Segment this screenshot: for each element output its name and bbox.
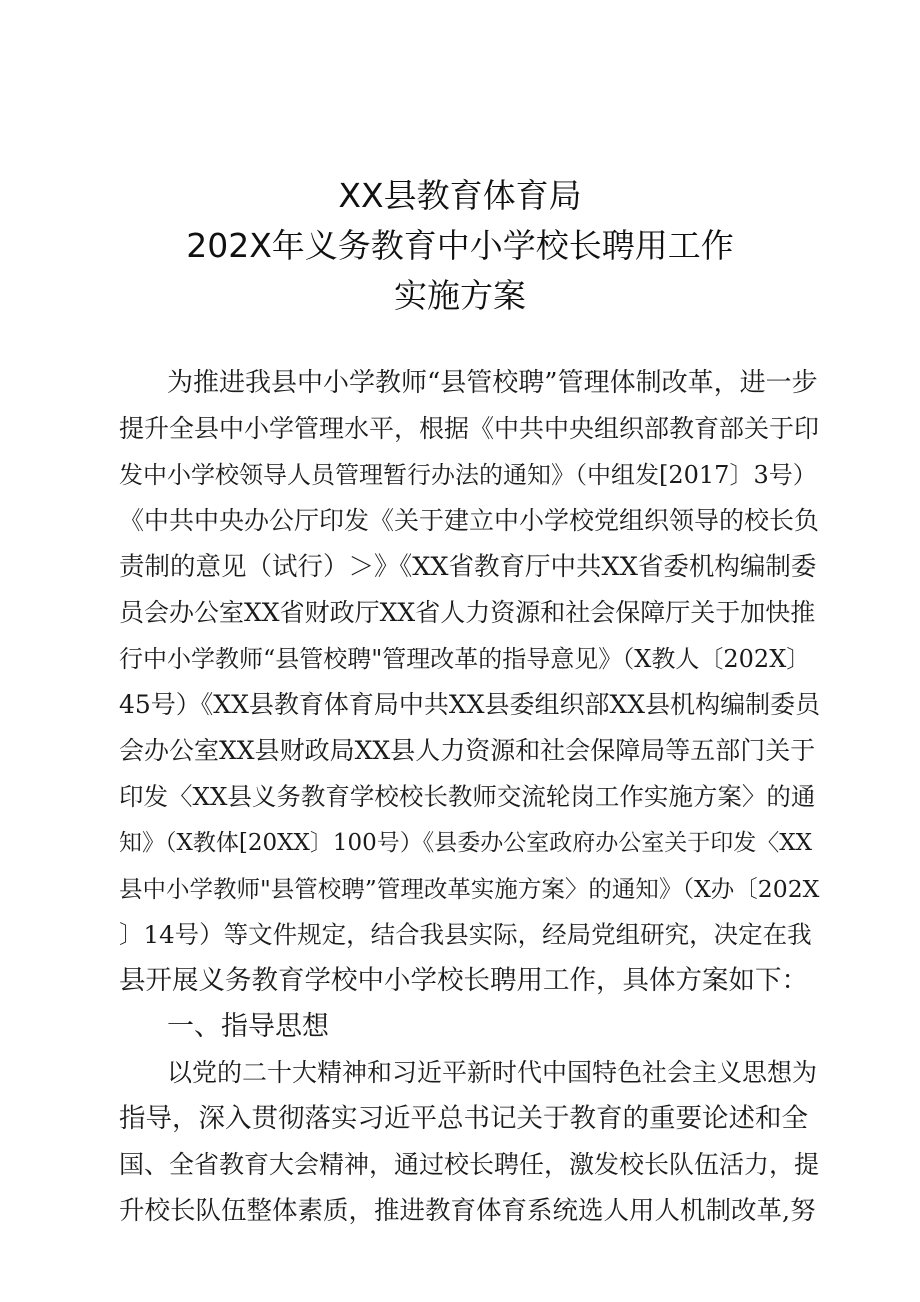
body-line: 印发〈XX县义务教育学校校长教师交流轮岗工作实施方案〉的通 — [119, 782, 816, 811]
body-line: 升校长队伍整体素质，推进教育体育系统选人用人机制改革,努 — [119, 1196, 816, 1226]
body-line: 会办公室XX县财政局XX县人力资源和社会保障局等五部门关于 — [119, 736, 816, 765]
body-line: 行中小学教师“县管校聘"管理改革的指导意见》（X教人〔202X〕 — [119, 645, 811, 673]
body-line: 知》（X教体[20XX〕100号）《县委办公室政府办公室关于印发〈XX — [119, 830, 813, 856]
body-line: 员会办公室XX省财政厅XX省人力资源和社会保障厅关于加快推 — [119, 598, 816, 627]
document-title-line-2: 202X年义务教育中小学校长聘用工作 — [186, 226, 734, 265]
body-line: 为推进我县中小学教师“县管校聘”管理体制改革，进一步 — [167, 368, 818, 398]
body-line: 提升全县中小学管理水平，根据《中共中央组织部教育部关于印 — [119, 414, 820, 443]
body-line: 发中小学校领导人员管理暂行办法的通知》（中组发[2017〕3号） — [119, 461, 817, 489]
body-line: 《中共中央办公厅印发《关于建立中小学校党组织领导的校长负 — [119, 506, 820, 535]
body-line: 45号）《XX县教育体育局中共XX县委组织部XX县机构编制委员 — [119, 690, 821, 719]
body-line: 责制的意见（试行）＞》《XX省教育厅中共XX省委机构编制委 — [119, 552, 817, 582]
document-title-line-3: 实施方案 — [394, 276, 526, 315]
section-heading: 一、指导思想 — [167, 1011, 329, 1042]
body-line: 国、全省教育大会精神，通过校长聘任，激发校长队伍活力，提 — [119, 1150, 820, 1179]
body-line: 指导，深入贯彻落实习近平总书记关于教育的重要论述和全 — [119, 1103, 808, 1134]
body-line: 以党的二十大精神和习近平新时代中国特色社会主义思想为 — [167, 1058, 818, 1087]
body-line: 〕14号）等文件规定，结合我县实际，经局党组研究，决定在我 — [119, 920, 812, 949]
document-title-line-1: XX县教育体育局 — [338, 176, 582, 215]
body-line: 县开展义务教育学校中小学校长聘用工作，具体方案如下： — [119, 965, 808, 996]
body-line: 县中小学教师"县管校聘”管理改革实施方案〉的通知》（X办〔202X — [119, 875, 820, 903]
